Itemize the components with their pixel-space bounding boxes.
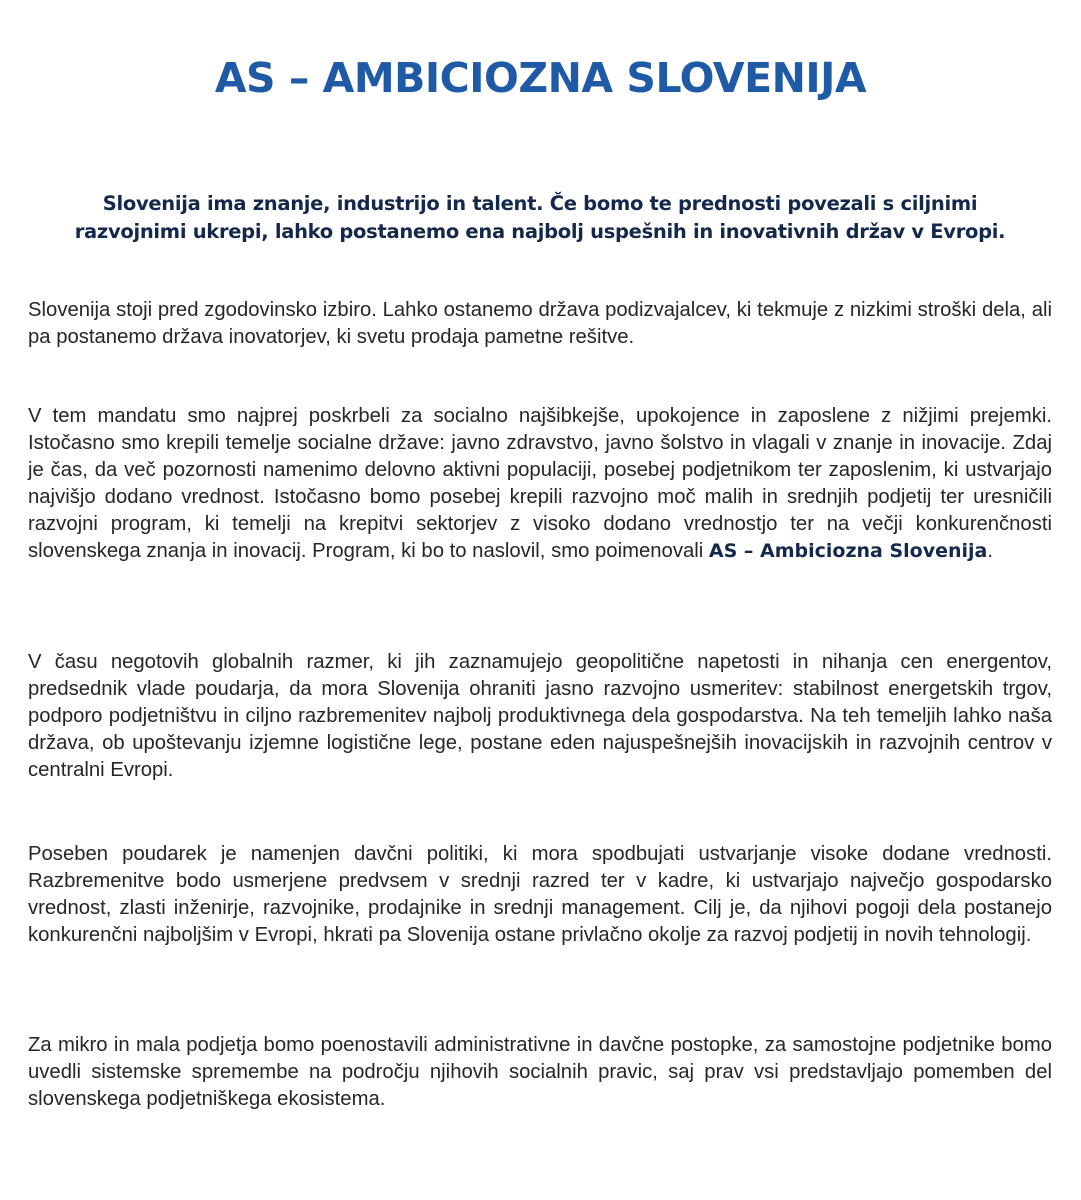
program-name-emphasis: AS – Ambiciozna Slovenija <box>708 540 988 562</box>
body-paragraph-5: Za mikro in mala podjetja bomo poenostavili administrativne in davčne postopke, za samostojne podjetnike bomo uvedli sistemske spremembe na področju njihovih socialnih pravic, saj prav vsi predstavljajo pomemben del slovenskega podjetniškega ekosistema. <box>28 1034 1052 1110</box>
lead-paragraph: Slovenija ima znanje, industrijo in talent. Če bomo te prednosti povezali s ciljnimi razvojnimi ukrepi, lahko postanemo ena najbolj uspešnih in inovativnih držav v Evropi. <box>74 192 1006 243</box>
body-paragraph-1: Slovenija stoji pred zgodovinsko izbiro. Lahko ostanemo država podizvajalcev, ki tekmuje z nizkimi stroški dela, ali pa postanemo država inovatorjev, ki svetu prodaja pametne rešitve. <box>28 299 1052 348</box>
body-paragraph-4: Poseben poudarek je namenjen davčni politiki, ki mora spodbujati ustvarjanje visoke dodane vrednosti. Razbremenitve bodo usmerjene predvsem v srednji razred ter v kadre, ki ustvarjajo največjo gospodarsko vrednost, zlasti inženirje, razvojnike, prodajnike in srednji management. Cilj je, da njihovi pogoji dela postanejo konkurenčni najboljšim v Evropi, hkrati pa Slovenija ostane privlačno okolje za razvoj podjetij in novih tehnologij. <box>28 843 1052 946</box>
page-title: AS – AMBICIOZNA SLOVENIJA <box>214 54 867 102</box>
body-paragraph-2 <box>28 403 1052 565</box>
body-paragraph-3: V času negotovih globalnih razmer, ki jih zaznamujejo geopolitične napetosti in nihanja cen energentov, predsednik vlade poudarja, da mora Slovenija ohraniti jasno razvojno usmeritev: stabilnost energetskih trgov, podporo podjetništvu in ciljno razbremenitev najbolj produktivnega dela gospodarstva. Na teh temeljih lahko naša država, ob upoštevanju izjemne logistične lege, postane eden najuspešnejših inovacijskih in razvojnih centrov v centralni Evropi. <box>28 651 1052 781</box>
body-paragraph-2-text: V tem mandatu smo najprej poskrbeli za socialno najšibkejše, upokojence in zaposlene z nižjimi prejemki. Istočasno smo krepili temelje socialne države: javno zdravstvo, javno šolstvo in vlagali v znanje in inovacije. Zdaj je čas, da več pozornosti namenimo delovno aktivni populaciji, posebej podjetnikom ter zaposlenim, ki ustvarjajo najvišjo dodano vrednost. Istočasno bomo posebej krepili razvojno moč malih in srednjih podjetij ter uresničili razvojni program, ki temelji na krepitvi sektorjev z visoko dodano vrednostjo ter na večji konkurenčnosti slovenskega znanja in inovacij. Program, ki bo to naslovil, smo poimenovali <box>28 405 1052 562</box>
body-paragraph-2-tail: . <box>987 540 994 562</box>
